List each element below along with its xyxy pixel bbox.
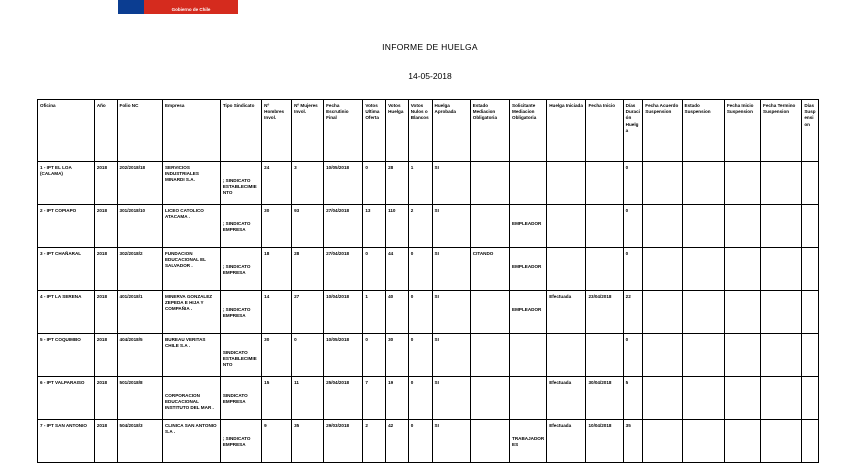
table-cell	[586, 334, 623, 377]
table-cell	[547, 334, 586, 377]
table-cell: 1	[408, 162, 432, 205]
table-cell: FUNDACION EDUCACIONAL EL SALVADOR .	[162, 248, 220, 291]
col-header: Empresa	[162, 100, 220, 162]
table-cell: 2018	[94, 291, 117, 334]
table-cell	[761, 162, 802, 205]
table-cell	[643, 162, 682, 205]
table-cell: 24	[262, 162, 292, 205]
table-cell: 15	[262, 377, 292, 420]
table-cell	[761, 248, 802, 291]
table-cell: 40	[386, 291, 409, 334]
table-cell: CLINICA SAN ANTONIO S.A .	[162, 420, 220, 463]
col-header: Votos Nulos o Blancos	[408, 100, 432, 162]
table-cell: EMPLEADOR	[510, 205, 547, 248]
table-cell	[547, 248, 586, 291]
table-cell: 3	[292, 162, 324, 205]
table-cell	[682, 420, 724, 463]
table-cell: 27	[292, 291, 324, 334]
table-cell	[547, 162, 586, 205]
col-header: Fecha Inicio Suspension	[724, 100, 760, 162]
table-cell	[724, 291, 760, 334]
table-cell	[470, 291, 509, 334]
table-cell	[586, 205, 623, 248]
table-cell	[724, 248, 760, 291]
table-cell: 401/2018/1	[117, 291, 162, 334]
table-cell	[802, 291, 819, 334]
table-cell	[802, 334, 819, 377]
table-cell: 110	[386, 205, 409, 248]
col-header: Días Suspension	[802, 100, 819, 162]
table-cell: 30	[262, 205, 292, 248]
table-cell: 18	[262, 248, 292, 291]
table-cell: 30	[386, 334, 409, 377]
table-cell: 28	[292, 248, 324, 291]
table-cell: 28	[386, 162, 409, 205]
table-cell: 0	[623, 248, 643, 291]
table-cell	[682, 248, 724, 291]
col-header: Nº Mujeres Invol.	[292, 100, 324, 162]
table-cell	[761, 420, 802, 463]
table-cell	[682, 334, 724, 377]
table-cell	[586, 162, 623, 205]
report-title: INFORME DE HUELGA	[382, 42, 478, 52]
table-cell: 44	[386, 248, 409, 291]
table-cell: 301/2018/10	[117, 205, 162, 248]
table-cell: Efectuada	[547, 291, 586, 334]
table-cell: 0	[408, 291, 432, 334]
table-cell: 1 - IPT EL LOA (CALAMA)	[38, 162, 95, 205]
table-cell: 404/2018/5	[117, 334, 162, 377]
table-cell	[470, 377, 509, 420]
table-cell: 4 - IPT LA SERENA	[38, 291, 95, 334]
table-cell: 22	[623, 291, 643, 334]
table-cell: 2018	[94, 248, 117, 291]
table-cell: 5	[623, 377, 643, 420]
col-header: Votos Ultima Oferta	[363, 100, 386, 162]
table-cell: LICEO CATOLICO ATACAMA .	[162, 205, 220, 248]
table-cell: SERVICIOS INDUSTRIALES MINARDI S.A.	[162, 162, 220, 205]
col-header: Fecha Acuerdo Suspension	[643, 100, 682, 162]
table-cell: Efectuada	[547, 420, 586, 463]
col-header: Huelga Aprobada	[432, 100, 470, 162]
table-cell: 2018	[94, 377, 117, 420]
table-cell: MINERVA GONZALEZ ZEPEDA E HIJA Y COMPAÑIA .	[162, 291, 220, 334]
col-header: Fecha Inicio	[586, 100, 623, 162]
table-cell: 504/2018/3	[117, 420, 162, 463]
table-cell: TRABAJADORES	[510, 420, 547, 463]
table-cell	[643, 334, 682, 377]
table-cell	[802, 377, 819, 420]
table-cell: SI	[432, 162, 470, 205]
table-cell: EMPLEADOR	[510, 291, 547, 334]
table-cell: 10/04/2018	[324, 291, 363, 334]
table-cell: 3 - IPT CHAÑARAL	[38, 248, 95, 291]
table-cell: EMPLEADOR	[510, 248, 547, 291]
table-cell	[470, 162, 509, 205]
table-row	[38, 248, 819, 291]
table-cell: 27/04/2018	[324, 205, 363, 248]
government-logo	[118, 0, 238, 14]
table-cell: 2	[363, 420, 386, 463]
table-cell: 2	[408, 205, 432, 248]
table-cell: 0	[623, 205, 643, 248]
table-header-row	[38, 100, 819, 162]
table-cell: ; SINDICATO EMPRESA	[220, 291, 261, 334]
table-row	[38, 205, 819, 248]
table-cell	[682, 377, 724, 420]
table-cell	[761, 334, 802, 377]
table-cell: 19	[386, 377, 409, 420]
col-header: Año	[94, 100, 117, 162]
table-cell: 14	[262, 291, 292, 334]
table-cell: 30/04/2018	[586, 377, 623, 420]
col-header: Tipo Sindicato	[220, 100, 261, 162]
table-cell: 1	[363, 291, 386, 334]
table-cell: 2 - IPT COPIAPO	[38, 205, 95, 248]
table-cell	[761, 377, 802, 420]
table-cell: 0	[408, 334, 432, 377]
table-cell: SI	[432, 420, 470, 463]
table-cell: ; SINDICATO EMPRESA	[220, 420, 261, 463]
table-cell: CITANDO	[470, 248, 509, 291]
table-cell	[682, 162, 724, 205]
table-cell	[761, 291, 802, 334]
table-cell: 25/04/2018	[324, 377, 363, 420]
logo-text: Gobierno de Chile	[144, 0, 238, 14]
table-cell: ; SINDICATO EMPRESA	[220, 248, 261, 291]
table-cell: Efectuada	[547, 377, 586, 420]
table-cell: BUREAU VERITAS CHILE S.A .	[162, 334, 220, 377]
table-cell: SI	[432, 334, 470, 377]
table-cell: 23/04/2018	[586, 291, 623, 334]
col-header: Votos Huelga	[386, 100, 409, 162]
col-header: Fecha Termino Suspension	[761, 100, 802, 162]
table-cell	[643, 420, 682, 463]
table-cell: SI	[432, 205, 470, 248]
table-row	[38, 420, 819, 463]
table-cell: 7	[363, 377, 386, 420]
table-cell: 35	[623, 420, 643, 463]
table-cell	[724, 334, 760, 377]
table-cell: SINDICATO EMPRESA	[220, 377, 261, 420]
col-header: Fecha Escrutinio Final	[324, 100, 363, 162]
table-cell: SINDICATO ESTABLECIMIENTO	[220, 334, 261, 377]
table-cell	[470, 334, 509, 377]
table-cell: 0	[623, 334, 643, 377]
table-cell	[802, 248, 819, 291]
table-cell: 29/03/2018	[324, 420, 363, 463]
table-cell: 35	[292, 420, 324, 463]
table-cell: 0	[363, 248, 386, 291]
table-cell: 202/2018/18	[117, 162, 162, 205]
table-cell	[643, 377, 682, 420]
table-cell: CORPORACION EDUCACIONAL INSTITUTO DEL MAR .	[162, 377, 220, 420]
table-cell	[510, 334, 547, 377]
table-cell	[470, 420, 509, 463]
col-header: Folio NC	[117, 100, 162, 162]
table-cell	[510, 162, 547, 205]
table-cell	[643, 205, 682, 248]
table-cell: 10/04/2018	[586, 420, 623, 463]
table-cell: ; SINDICATO ESTABLECIMIENTO	[220, 162, 261, 205]
table-cell	[586, 248, 623, 291]
table-cell	[682, 205, 724, 248]
table-cell	[682, 291, 724, 334]
table-cell	[802, 420, 819, 463]
table-cell: 2018	[94, 420, 117, 463]
col-header: Estado Suspension	[682, 100, 724, 162]
table-cell	[802, 205, 819, 248]
table-cell: SI	[432, 248, 470, 291]
table-cell: 11	[292, 377, 324, 420]
table-cell	[724, 162, 760, 205]
table-cell: ; SINDICATO EMPRESA	[220, 205, 261, 248]
table-cell: 2018	[94, 334, 117, 377]
table-cell: 42	[386, 420, 409, 463]
table-cell: 0	[363, 162, 386, 205]
table-cell: 13	[363, 205, 386, 248]
table-cell: 0	[292, 334, 324, 377]
table-cell	[802, 162, 819, 205]
table-row	[38, 334, 819, 377]
table-cell	[643, 291, 682, 334]
table-cell: 0	[408, 377, 432, 420]
table-cell	[724, 377, 760, 420]
table-cell: 6 - IPT VALPARAISO	[38, 377, 95, 420]
report-date: 14-05-2018	[408, 71, 452, 81]
table-cell: 2018	[94, 162, 117, 205]
logo-flag-blue	[118, 0, 144, 14]
col-header: Días Duración Huelga	[623, 100, 643, 162]
table-cell: 9	[262, 420, 292, 463]
table-cell: 93	[292, 205, 324, 248]
table-row	[38, 377, 819, 420]
table-cell: 0	[408, 420, 432, 463]
table-cell	[470, 205, 509, 248]
table-row	[38, 162, 819, 205]
col-header: Nº Hombres Invol.	[262, 100, 292, 162]
col-header: Huelga Iniciada	[547, 100, 586, 162]
table-row	[38, 291, 819, 334]
table-cell: 10/05/2018	[324, 334, 363, 377]
col-header: Oficina	[38, 100, 95, 162]
table-body	[38, 162, 819, 463]
table-cell: 30	[262, 334, 292, 377]
table-cell: 501/2018/8	[117, 377, 162, 420]
table-cell: 2018	[94, 205, 117, 248]
table-cell: 0	[363, 334, 386, 377]
table-cell	[724, 205, 760, 248]
table-cell: 5 - IPT COQUIMBO	[38, 334, 95, 377]
table-cell	[761, 205, 802, 248]
strike-report-table	[37, 99, 819, 463]
table-cell: 10/05/2018	[324, 162, 363, 205]
table-cell: 0	[408, 248, 432, 291]
table-cell	[510, 377, 547, 420]
table-cell: SI	[432, 291, 470, 334]
col-header: Solicitante Mediacion Obligatoria	[510, 100, 547, 162]
table-cell	[643, 248, 682, 291]
table-cell: 7 - IPT SAN ANTONIO	[38, 420, 95, 463]
table-cell	[724, 420, 760, 463]
table-cell	[547, 205, 586, 248]
table-cell: 27/04/2018	[324, 248, 363, 291]
table-cell: SI	[432, 377, 470, 420]
table-cell: 0	[623, 162, 643, 205]
col-header: Estado Mediacion Obligatoria	[470, 100, 509, 162]
table-cell: 302/2018/2	[117, 248, 162, 291]
